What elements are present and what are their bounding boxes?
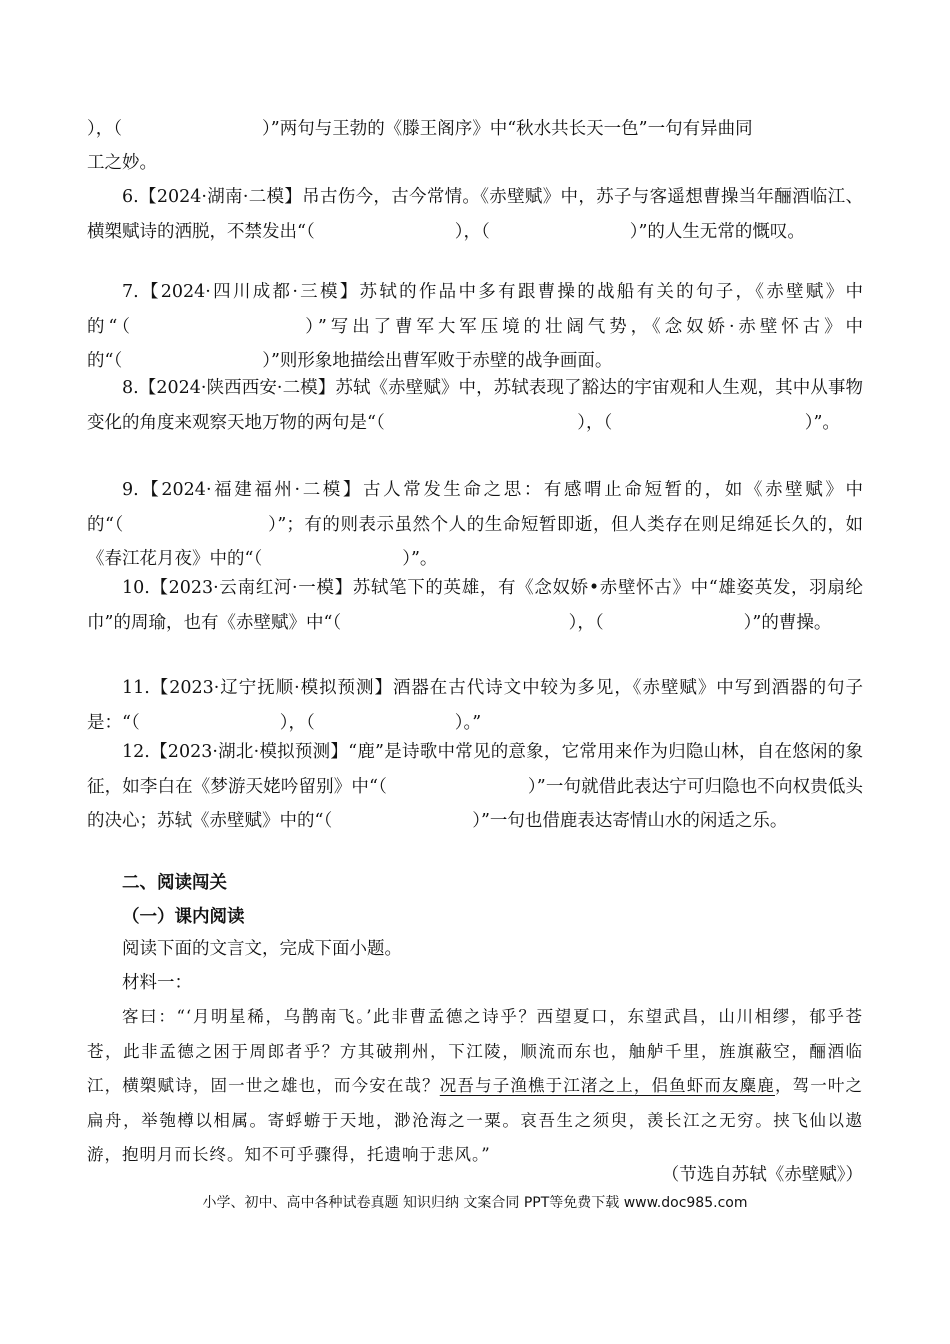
section-heading: 二、阅读闯关 [122, 873, 227, 893]
instruction-text: 阅读下面的文言文，完成下面小题。 [122, 939, 402, 959]
passage-underlined-sentence: 况吾与子渔樵于江渚之上，侣鱼虾而友麋鹿 [439, 1076, 775, 1095]
question-11: 11.【2023·辽宁抚顺·模拟预测】酒器在古代诗文中较为多见，《赤壁赋》中写到酒器的句子是：“（ ），（ ）。” [87, 678, 863, 733]
material-label: 材料一： [122, 973, 192, 993]
question-5-tail-line-2: 工之妙。 [87, 153, 157, 173]
passage-text-before: 客曰：“‘月明星稀，乌鹊南飞。’此非曹孟德之诗乎？西望夏口，东望武昌，山川相缪，郁乎苍苍，此非孟德之困于周郎者乎？方其破荆州，下江陵，顺流而东也，舳舻千里，旌旗蔽空，酾酒临江，横槊赋诗，固一世之雄也，而今安在哉？ [87, 1007, 863, 1095]
question-10: 10.【2023·云南红河·一模】苏轼笔下的英雄，有《念奴娇•赤壁怀古》中“雄姿英发，羽扇纶巾”的周瑜，也有《赤壁赋》中“（ ），（ ）”的曹操。 [87, 578, 863, 633]
passage-source: （节选自苏轼《赤壁赋》） [661, 1165, 863, 1185]
question-8: 8.【2024·陕西西安·二模】苏轼《赤壁赋》中，苏轼表现了豁达的宇宙观和人生观，其中从事物变化的角度来观察天地万物的两句是“（ ），（ ）”。 [87, 378, 863, 433]
subsection-heading: （一）课内阅读 [122, 907, 245, 927]
page-footer: 小学、初中、高中各种试卷真题 知识归纳 文案合同 PPT等免费下载 www.doc985.com [202, 1195, 748, 1211]
classical-passage [87, 1000, 863, 1173]
question-6: 6.【2024·湖南·二模】吊古伤今，古今常情。《赤壁赋》中，苏子与客遥想曹操当年酾酒临江、横槊赋诗的洒脱，不禁发出“（ ），（ ）”的人生无常的慨叹。 [87, 187, 863, 242]
question-5-tail-line-1: ），（ ）”两句与王勃的《滕王阁序》中“秋水共长天一色”一句有异曲同 [87, 119, 753, 139]
passage-text-after: ，驾一叶之扁舟，举匏樽以相属。寄蜉蝣于天地，渺沧海之一粟。哀吾生之须臾，羡长江之无穷。挟飞仙以遨游，抱明月而长终。知不可乎骤得，托遗响于悲风。” [87, 1076, 864, 1164]
question-12: 12.【2023·湖北·模拟预测】“鹿”是诗歌中常见的意象，它常用来作为归隐山林，自在悠闲的象征，如李白在《梦游天姥吟留别》中“（ ）”一句就借此表达宁可归隐也不向权贵低头的决心；苏轼《赤壁赋》中的“（ ）”一句也借鹿表达寄情山水的闲适之乐。 [87, 742, 863, 831]
question-9: 9.【2024·福建福州·二模】古人常发生命之思：有感喟止命短暂的，如《赤壁赋》中的“（ ）”；有的则表示虽然个人的生命短暂即逝，但人类存在则足绵延长久的，如《春江花月夜》中的“（ ）”。 [87, 480, 863, 569]
question-7: 7.【2024·四川成都·三模】苏轼的作品中多有跟曹操的战船有关的句子，《赤壁赋》中的“（ ）”写出了曹军大军压境的壮阔气势，《念奴娇·赤壁怀古》中的“（ ）”则形象地描绘出曹军败于赤壁的战争画面。 [87, 282, 863, 371]
